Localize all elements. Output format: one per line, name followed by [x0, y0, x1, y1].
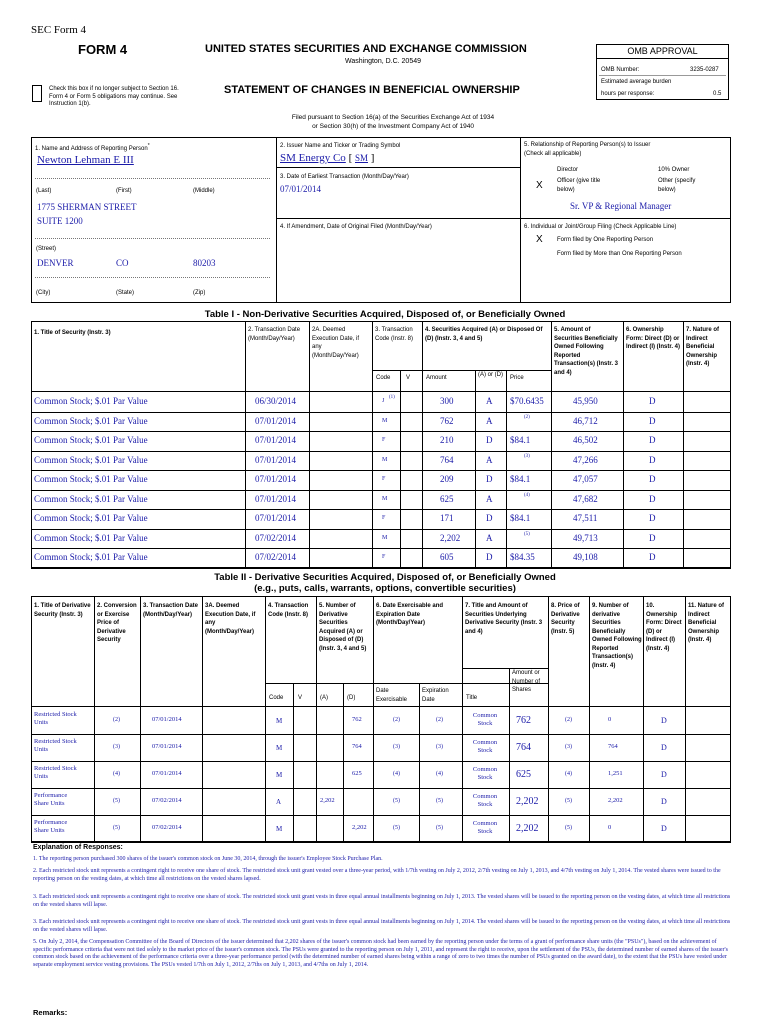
no-longer-subject-checkbox[interactable] — [32, 85, 42, 102]
t2-disposed: 2,202 — [352, 824, 367, 831]
t1-col-5 — [551, 321, 552, 568]
t2-expiration-date: (5) — [436, 825, 443, 831]
t1-transaction-date: 07/01/2014 — [255, 435, 297, 445]
t2-transaction-date: 07/01/2014 — [152, 770, 182, 777]
t2-sub-divider — [265, 683, 548, 684]
t2-exp-date: Expiration Date — [422, 688, 449, 703]
t2-owned-following: 2,202 — [608, 797, 623, 804]
frame-divider-1 — [276, 137, 277, 303]
t1-code: Code — [376, 375, 391, 381]
t1-amount: 171 — [440, 513, 454, 523]
statement-title: STATEMENT OF CHANGES IN BENEFICIAL OWNERSHIP — [224, 84, 520, 96]
t1-v: V — [406, 375, 411, 381]
t2-col-6 — [373, 596, 374, 842]
t2-acquired: 2,202 — [320, 797, 335, 804]
remarks-label: Remarks: — [33, 1008, 68, 1017]
t1-transaction-date: 07/01/2014 — [255, 513, 297, 523]
t1-code: M — [382, 534, 388, 541]
explanation-3: 3. Each restricted stock unit represents a contingent right to receive one share of stock. The restricted stock unit grant vests in three equal annual installments beginning on July 1, 2013. The vested shares will be issued to the reporting person on the vesting dates, at which time all restrictions on the vested shares will lapse. — [33, 894, 731, 908]
t2-expiration-date: (5) — [436, 798, 443, 804]
t1-price: $84.1 — [510, 513, 531, 523]
t2-code: Code — [269, 695, 284, 701]
t2-price: (3) — [565, 744, 572, 750]
t1-security-title: Common Stock; $.01 Par Value — [34, 396, 148, 406]
t2-h7: 7. Title and Amount of Securities Underlying Derivative Security (Instr. 3 and 4) — [465, 603, 543, 635]
t1-owned-following: 46,502 — [573, 435, 598, 445]
t1-amount: 625 — [440, 493, 454, 504]
t1-col-v — [400, 370, 401, 568]
t1-owned-following: 49,713 — [573, 532, 598, 543]
t1-code: M — [382, 495, 388, 502]
t1-ownership-form: D — [649, 474, 656, 484]
t1-owned-following: 45,950 — [573, 396, 598, 406]
t2-owned-following: 0 — [608, 716, 612, 723]
omb-title: OMB APPROVAL — [596, 44, 729, 59]
t1-h5: 5. Amount of Securities Beneficially Owned Following Reported Transaction(s) (Instr. 3 and 4) — [554, 327, 619, 376]
t1-code: F — [382, 437, 386, 443]
t1-acquired-disposed: D — [486, 513, 493, 523]
t1-amount: 605 — [440, 552, 454, 562]
t2-disposed: 762 — [352, 716, 362, 723]
t1-row-divider — [31, 431, 731, 432]
t1-row-divider — [31, 490, 731, 491]
issuer-name[interactable]: SM Energy Co — [280, 152, 346, 164]
t1-ownership-form: D — [649, 513, 656, 523]
t2-price: (4) — [565, 771, 572, 777]
explanation-2: 2. Each restricted stock unit represents a contingent right to receive one share of stock. The restricted stock unit grant vested over a three-year period, with 1/7th vesting on July 2, 2012, 2/7th vesting on July 1, 2013, and 4/7th vesting on July 1, 2014. The vested shares were issued to the reporting person on the vesting dates, at which time all restrictions on the vested shares lapsed. — [33, 868, 721, 882]
t1-price: $70.6435 — [510, 396, 544, 406]
t1-h1: 1. Title of Security (Instr. 3) — [34, 330, 111, 336]
t1-acquired-disposed: A — [486, 415, 493, 426]
t2-title-col: Title — [466, 695, 478, 701]
ten-percent-label: 10% Owner — [658, 167, 690, 173]
t2-code: M — [276, 717, 283, 725]
t1-owned-following: 47,682 — [573, 493, 598, 504]
t2-price: (2) — [565, 717, 572, 723]
t2-underlying-title: Common Stock — [472, 793, 498, 808]
t1-ownership-form: D — [649, 454, 656, 465]
t2-col-11 — [685, 596, 686, 842]
t2-h2: 2. Conversion or Exercise Price of Derivative Security — [97, 603, 137, 643]
box3-bottom — [276, 218, 520, 219]
t1-h2: 2. Transaction Date (Month/Day/Year) — [248, 327, 301, 342]
t1-row-divider — [31, 568, 731, 569]
t1-transaction-date: 07/01/2014 — [255, 474, 297, 484]
t2-col-9 — [589, 596, 590, 842]
box1-star: * — [147, 143, 150, 149]
t2-transaction-date: 07/01/2014 — [152, 743, 182, 750]
zip: 80203 — [193, 258, 216, 268]
one-person-check[interactable]: X — [536, 234, 543, 245]
box2-label: 2. Issuer Name and Ticker or Trading Symbol — [280, 143, 401, 149]
omb-divider — [599, 75, 726, 76]
t2-underlying-amount: 2,202 — [516, 796, 539, 807]
checkbox-label: Check this box if no longer subject to Section 16. Form 4 or Form 5 obligations may continue. See Instruction 1(b). — [49, 86, 179, 107]
t2-code: M — [276, 771, 283, 779]
t2-col-5 — [316, 596, 317, 842]
t1-col-3 — [372, 321, 373, 568]
t1-owned-following: 46,712 — [573, 415, 598, 426]
officer-title: Sr. VP & Regional Manager — [570, 201, 672, 211]
officer-check[interactable]: X — [536, 180, 543, 191]
ticker[interactable]: SM — [354, 153, 368, 163]
t2-owned-following: 1,251 — [608, 770, 623, 777]
t2-row-divider — [31, 734, 731, 735]
t1-row-divider — [31, 529, 731, 530]
t1-h6: 6. Ownership Form: Direct (D) or Indirect (I) (Instr. 4) — [626, 327, 681, 350]
t1-transaction-date: 07/02/2014 — [255, 552, 297, 562]
explanation-1: 1. The reporting person purchased 300 shares of the issuer's common stock on June 30, 2014, through the issuer's Employee Stock Purchase Plan. — [33, 856, 383, 862]
t2-security-title: Restricted Stock Units — [34, 738, 77, 753]
t2-price: (5) — [565, 825, 572, 831]
box3-label: 3. Date of Earliest Transaction (Month/Day/Year) — [280, 174, 409, 180]
t1-h7: 7. Nature of Indirect Beneficial Ownership (Instr. 4) — [686, 327, 720, 367]
omb-burden-label: Estimated average burden — [601, 79, 672, 85]
t1-owned-following: 49,108 — [573, 552, 598, 562]
t2-h1: 1. Title of Derivative Security (Instr. 3) — [34, 603, 91, 618]
street-label: (Street) — [36, 246, 57, 252]
more-person-label: Form filed by More than One Reporting Person — [557, 251, 682, 257]
t2-conversion-price: (2) — [113, 717, 120, 723]
t2-transaction-date: 07/02/2014 — [152, 797, 182, 804]
filed-pursuant-line-1: Filed pursuant to Section 16(a) of the Securities Exchange Act of 1934 — [291, 114, 495, 121]
t2-expiration-date: (2) — [436, 717, 443, 723]
t1-sub-divider — [372, 370, 551, 371]
t2-date-exercisable: (2) — [393, 717, 400, 723]
t1-security-title: Common Stock; $.01 Par Value — [34, 435, 148, 445]
t1-row-divider — [31, 451, 731, 452]
reporting-person-name[interactable]: Newton Lehman E III — [37, 154, 134, 166]
t2-h11: 11. Nature of Indirect Beneficial Ownership (Instr. 4) — [688, 603, 725, 643]
t1-amount: Amount — [426, 375, 447, 381]
t1-h4: 4. Securities Acquired (A) or Disposed Of (D) (Instr. 3, 4 and 5) — [425, 327, 543, 342]
t2-conversion-price: (4) — [113, 771, 120, 777]
form-title: FORM 4 — [78, 42, 128, 57]
city-label: (City) — [36, 290, 51, 296]
t1-transaction-date: 06/30/2014 — [255, 396, 297, 406]
table2-subtitle: (e.g., puts, calls, warrants, options, convertible securities) — [254, 583, 516, 594]
t1-price-footnote: (3) — [524, 453, 530, 459]
t2-col-7 — [462, 596, 463, 842]
t2-underlying-amount: 625 — [516, 769, 531, 780]
t1-code: M — [382, 456, 388, 463]
state-label: (State) — [116, 290, 135, 296]
state: CO — [116, 258, 129, 268]
t1-amount: 300 — [440, 396, 454, 406]
table2-title-block — [0, 572, 770, 594]
t2-row-divider — [31, 815, 731, 816]
middle-label: (Middle) — [193, 188, 215, 194]
t1-acquired-disposed: D — [486, 435, 493, 445]
t1-row-divider — [31, 548, 731, 549]
t2-h5: 5. Number of Derivative Securities Acquired (A) or Disposed of (D) (Instr. 3, 4 and 5) — [319, 603, 367, 652]
t2-code: A — [276, 798, 282, 806]
t2-security-title: Restricted Stock Units — [34, 765, 77, 780]
t2-ownership-form: D — [661, 716, 667, 725]
street-underline — [35, 238, 270, 239]
t1-amount: 2,202 — [440, 532, 461, 543]
t1-ownership-form: D — [649, 415, 656, 426]
t1-amount: 762 — [440, 415, 454, 426]
t1-ownership-form: D — [649, 493, 656, 504]
t2-row-divider — [31, 788, 731, 789]
t1-col-6 — [623, 321, 624, 568]
t1-header-bottom — [31, 391, 731, 392]
t1-col-ad — [475, 370, 476, 568]
filed-pursuant-line-2: or Section 30(h) of the Investment Company Act of 1940 — [312, 123, 474, 130]
t1-col-2 — [245, 321, 246, 568]
t1-acquired-disposed: A — [486, 493, 493, 504]
t2-ownership-form: D — [661, 743, 667, 752]
box2-bottom — [276, 167, 520, 168]
t2-v: V — [298, 695, 303, 701]
t1-ownership-form: D — [649, 435, 656, 445]
t2-conversion-price: (3) — [113, 744, 120, 750]
t2-underlying-amount: 764 — [516, 742, 531, 753]
t1-transaction-date: 07/01/2014 — [255, 415, 297, 426]
t2-date-ex: Date Exercisable — [376, 688, 408, 703]
box1-label: 1. Name and Address of Reporting Person* — [35, 143, 150, 152]
t2-conversion-price: (5) — [113, 798, 120, 804]
t2-underlying-title: Common Stock — [472, 739, 498, 754]
t2-row-divider — [31, 761, 731, 762]
t2-col-10 — [643, 596, 644, 842]
t1-security-title: Common Stock; $.01 Par Value — [34, 415, 148, 426]
t1-row-divider — [31, 470, 731, 471]
t2-ownership-form: D — [661, 770, 667, 779]
t2-code: M — [276, 744, 283, 752]
t2-date-exercisable: (5) — [393, 825, 400, 831]
t2-col-3 — [140, 596, 141, 842]
t1-acquired-disposed: A — [486, 454, 493, 465]
street-line-2: SUITE 1200 — [37, 216, 83, 226]
t2-date-exercisable: (3) — [393, 744, 400, 750]
t1-price: $84.1 — [510, 435, 531, 445]
t1-price: $84.35 — [510, 552, 535, 562]
t1-owned-following: 47,266 — [573, 454, 598, 465]
t2-h3a: 3A. Deemed Execution Date, if any (Month/Day/Year) — [205, 603, 256, 635]
t1-code: F — [382, 515, 386, 521]
t2-underlying-title: Common Stock — [472, 766, 498, 781]
street-line-1: 1775 SHERMAN STREET — [37, 202, 137, 212]
table1-title: Table I - Non-Derivative Securities Acquired, Disposed of, or Beneficially Owned — [204, 309, 566, 320]
t1-ownership-form: D — [649, 396, 656, 406]
t2-expiration-date: (4) — [436, 771, 443, 777]
location: Washington, D.C. 20549 — [345, 58, 422, 65]
omb-hours: 0.5 — [713, 91, 722, 97]
explanation-4: 3. Each restricted stock unit represents a contingent right to receive one share of stock. The restricted stock unit grant vests in three equal annual installments beginning on July 1, 2014. The vested shares will be issued to the reporting person on the vesting dates, at which time all restrictions on the vested shares will lapse. — [33, 919, 731, 933]
t1-code: M — [382, 417, 388, 424]
zip-label: (Zip) — [193, 290, 206, 296]
t2-col-2 — [94, 596, 95, 842]
director-label: Director — [557, 167, 579, 173]
omb-hours-label: hours per response: — [601, 91, 655, 97]
t1-price-footnote: (5) — [524, 531, 530, 537]
t2-h4: 4. Transaction Code (Instr. 8) — [268, 603, 309, 618]
t1-price: Price — [510, 375, 524, 381]
t2-ownership-form: D — [661, 797, 667, 806]
first-label: (First) — [116, 188, 132, 194]
table2-title: Table II - Derivative Securities Acquired, Disposed of, or Beneficially Owned — [214, 572, 556, 583]
t2-header-bottom — [31, 706, 731, 707]
t1-security-title: Common Stock; $.01 Par Value — [34, 454, 148, 465]
t2-h8: 8. Price of Derivative Security (Instr. 5) — [551, 603, 580, 635]
t2-security-title: Performance Share Units — [34, 792, 68, 807]
earliest-transaction-date: 07/01/2014 — [280, 184, 322, 194]
t2-amount-shares: Amount or Number of Shares — [512, 670, 541, 693]
t2-h3: 3. Transaction Date (Month/Day/Year) — [143, 603, 199, 618]
t1-acquired-disposed: D — [486, 474, 493, 484]
t2-owned-following: 764 — [608, 743, 618, 750]
t2-h9: 9. Number of derivative Securities Beneficially Owned Following Reported Transaction(s) (Instr. 4) — [592, 603, 642, 669]
t1-security-title: Common Stock; $.01 Par Value — [34, 552, 148, 562]
officer-label: Officer (give title below) — [557, 178, 601, 193]
t1-h3: 3. Transaction Code (Instr. 8) — [375, 327, 414, 342]
t1-row-divider — [31, 412, 731, 413]
explanation-title: Explanation of Responses: — [33, 844, 123, 851]
t2-date-exercisable: (5) — [393, 798, 400, 804]
agency-title: UNITED STATES SECURITIES AND EXCHANGE COMMISSION — [205, 43, 527, 55]
t2-h6: 6. Date Exercisable and Expiration Date (Month/Day/Year) — [376, 603, 444, 626]
t2-conversion-price: (5) — [113, 825, 120, 831]
reporting-info-frame — [31, 137, 731, 303]
t2-col-4 — [265, 596, 266, 842]
t1-h2a: 2A. Deemed Execution Date, if any (Month/Day/Year) — [312, 327, 360, 359]
t1-acquired-disposed: A — [486, 396, 493, 406]
name-underline — [35, 178, 270, 179]
city-underline — [35, 277, 270, 278]
box5-bottom — [520, 218, 731, 219]
t2-disposed: 625 — [352, 770, 362, 777]
t1-security-title: Common Stock; $.01 Par Value — [34, 474, 148, 484]
t1-price: $84.1 — [510, 474, 531, 484]
t1-owned-following: 47,057 — [573, 474, 598, 484]
t2-d: (D) — [347, 695, 356, 701]
t1-ownership-form: D — [649, 552, 656, 562]
t1-price-footnote: (4) — [524, 492, 530, 498]
box5-sub: (Check all applicable) — [524, 151, 582, 157]
t2-price: (5) — [565, 798, 572, 804]
t1-transaction-date: 07/01/2014 — [255, 454, 297, 465]
t1-acquired-disposed: D — [486, 552, 493, 562]
ticker-close: ] — [370, 152, 375, 164]
filed-pursuant — [268, 113, 518, 131]
t2-ownership-form: D — [661, 824, 667, 833]
t2-date-exercisable: (4) — [393, 771, 400, 777]
t2-col-8 — [548, 596, 549, 842]
t1-code: J — [382, 398, 385, 404]
omb-number-label: OMB Number: — [601, 67, 640, 73]
t1-security-title: Common Stock; $.01 Par Value — [34, 532, 148, 543]
box5-label: 5. Relationship of Reporting Person(s) to Issuer (Check all applicable) — [524, 142, 651, 157]
t2-transaction-date: 07/02/2014 — [152, 824, 182, 831]
t2-underlying-title: Common Stock — [472, 712, 498, 727]
t1-code: F — [382, 476, 386, 482]
t1-price-footnote: (2) — [524, 414, 530, 420]
box4-label: 4. If Amendment, Date of Original Filed (Month/Day/Year) — [280, 224, 432, 230]
last-label: (Last) — [36, 188, 52, 194]
t2-underlying-amount: 762 — [516, 715, 531, 726]
frame-divider-2 — [520, 137, 521, 303]
t2-code: M — [276, 825, 283, 833]
t1-ownership-form: D — [649, 532, 656, 543]
t1-row-divider — [31, 509, 731, 510]
t2-a: (A) — [320, 695, 328, 701]
t1-ad: (A) or (D) — [478, 372, 503, 378]
t1-security-title: Common Stock; $.01 Par Value — [34, 513, 148, 523]
t2-row-divider — [31, 842, 731, 843]
issuer-line — [280, 152, 374, 164]
t1-security-title: Common Stock; $.01 Par Value — [34, 493, 148, 504]
box6-label: 6. Individual or Joint/Group Filing (Check Applicable Line) — [524, 224, 677, 230]
t1-owned-following: 47,511 — [573, 513, 598, 523]
t1-amount: 209 — [440, 474, 454, 484]
explanation-5: 5. On July 2, 2014, the Compensation Committee of the Board of Directors of the issuer determined that 2,202 shares of the issuer's common stock had been earned by the reporting person under the terms of a grant of performance share units (the "PSUs"), based on the achievement of specific performance criteria that were not tied solely to the market price of the issuer's common stock. The PSUs were granted to the reporting person on July 1, 2011, and represent the right to receive, upon the settlement of the PSUs, the determined number of earned shares of the issuer's common stock based on the achievement of the performance criteria over a three-year performance period (with the determined number of earned shares being within a range of zero to two times the number of PSUs granted on the award date), to the extent that the PSUs have vested under separate employment service vesting provisions. The PSUs vested 1/7th on July 1, 2012, 2/7ths on July 1, 2013, and 4/7ths on July 1, 2014. — [33, 939, 728, 968]
ticker-open: [ — [348, 152, 353, 164]
t1-amount: 210 — [440, 435, 454, 445]
t1-transaction-date: 07/01/2014 — [255, 493, 297, 504]
t2-underlying-amount: 2,202 — [516, 823, 539, 834]
t1-transaction-date: 07/02/2014 — [255, 532, 297, 543]
t2-security-title: Performance Share Units — [34, 819, 68, 834]
city: DENVER — [37, 258, 74, 268]
t1-col-price — [506, 370, 507, 568]
t2-owned-following: 0 — [608, 824, 612, 831]
t2-h10: 10. Ownership Form: Direct (D) or Indirect (I) (Instr. 4) — [646, 603, 682, 652]
t1-acquired-disposed: A — [486, 532, 493, 543]
t1-code: F — [382, 554, 386, 560]
t2-col-3a — [202, 596, 203, 842]
t2-security-title: Restricted Stock Units — [34, 711, 77, 726]
t2-transaction-date: 07/01/2014 — [152, 716, 182, 723]
t1-col-4 — [422, 321, 423, 568]
t1-col-2a — [309, 321, 310, 568]
one-person-label: Form filed by One Reporting Person — [557, 237, 654, 243]
t2-underlying-title: Common Stock — [472, 820, 498, 835]
t1-code-footnote: (1) — [389, 395, 395, 400]
t1-col-7 — [683, 321, 684, 568]
t2-expiration-date: (3) — [436, 744, 443, 750]
omb-number: 3235-0287 — [690, 67, 719, 73]
sec-form-label: SEC Form 4 — [31, 24, 87, 36]
t1-amount: 764 — [440, 454, 454, 465]
t2-disposed: 764 — [352, 743, 362, 750]
other-label: Other (specify below) — [658, 178, 696, 193]
